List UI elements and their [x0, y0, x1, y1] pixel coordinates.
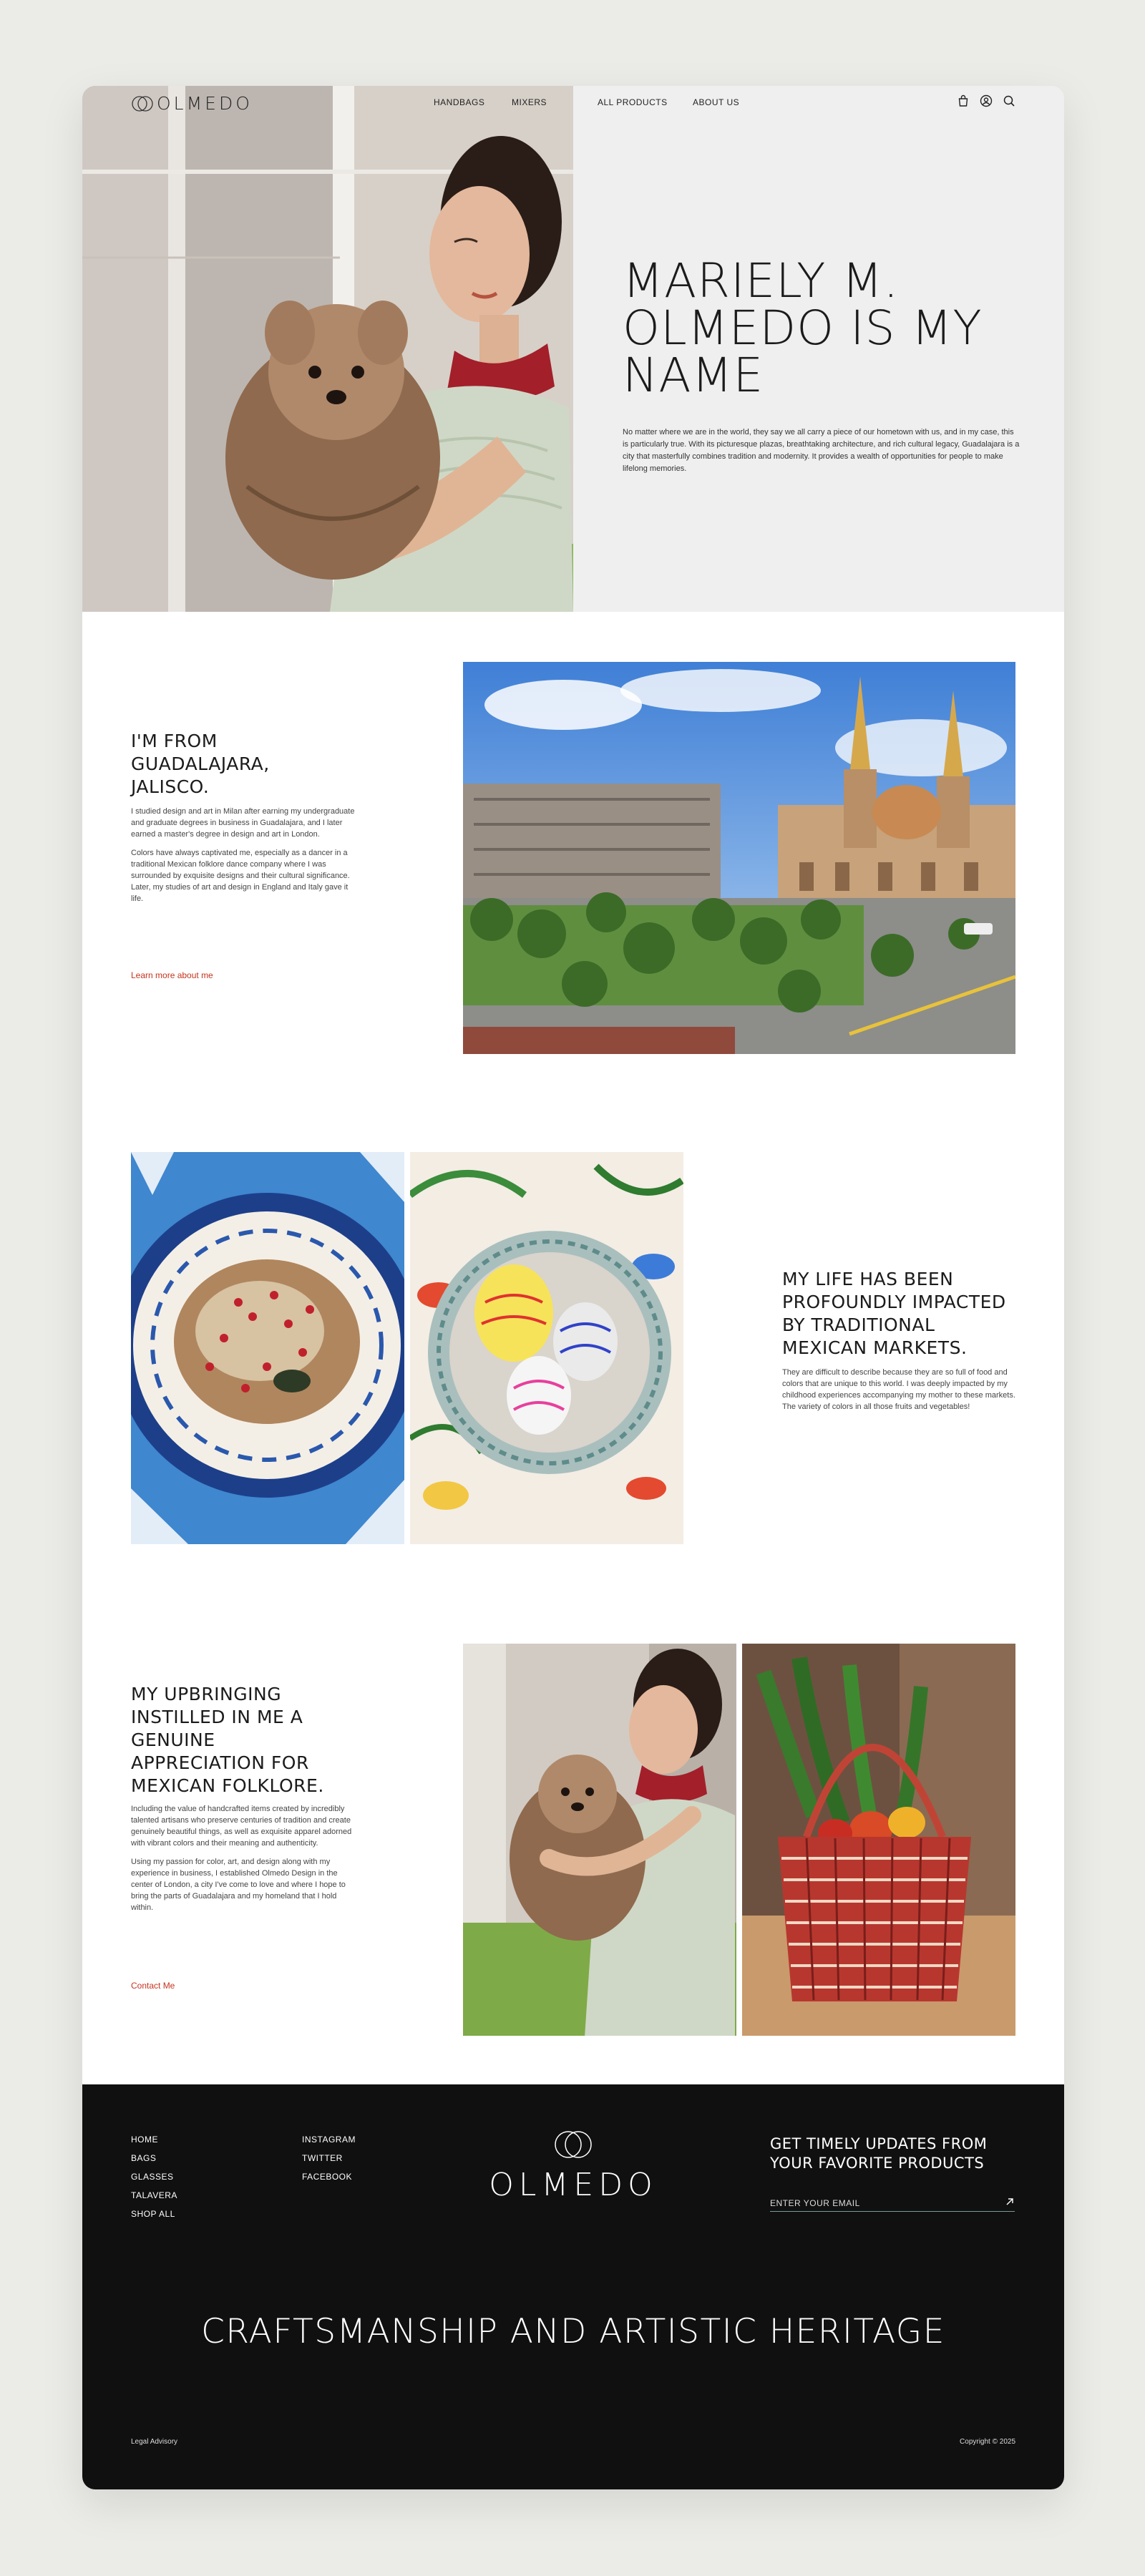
- section-title-folklore: MY UPBRINGING INSTILLED IN ME A GENUINE APPRECIATION FOR MEXICAN FOLKLORE.: [131, 1684, 324, 1796]
- footer-shop-links: [131, 2135, 177, 2219]
- section-text-markets: [782, 1367, 1018, 1413]
- copyright-text: Copyright © 2025: [960, 2438, 1015, 2446]
- footer-link-glasses[interactable]: GLASSES: [131, 2172, 174, 2182]
- section-title-guadalajara: I'M FROM GUADALAJARA, JALISCO.: [131, 731, 270, 797]
- contact-me-link[interactable]: Contact Me: [131, 1981, 175, 1991]
- search-icon[interactable]: [1003, 94, 1015, 107]
- hero-photo-woman-with-dog: [82, 86, 573, 612]
- footer-link-instagram[interactable]: INSTAGRAM: [302, 2135, 356, 2145]
- nav-icon-group: [957, 94, 1015, 107]
- footer-logo[interactable]: [473, 2129, 673, 2203]
- section-text-guadalajara: [131, 806, 360, 904]
- section-text-folklore: [131, 1803, 360, 1913]
- newsletter-email-input[interactable]: [770, 2195, 1015, 2212]
- photo-woman-with-dog-garden: [463, 1644, 736, 2036]
- user-icon[interactable]: [980, 94, 993, 107]
- footer-link-bags[interactable]: BAGS: [131, 2153, 157, 2163]
- photo-woven-market-bag: [742, 1644, 1015, 2036]
- section-title-markets: MY LIFE HAS BEEN PROFOUNDLY IMPACTED BY TRADITIONAL MEXICAN MARKETS.: [782, 1269, 1006, 1358]
- bag-icon[interactable]: [957, 94, 970, 107]
- footer-link-facebook[interactable]: FACEBOOK: [302, 2172, 353, 2182]
- arrow-up-right-icon[interactable]: [1004, 2196, 1015, 2207]
- newsletter-title: GET TIMELY UPDATES FROM YOUR FAVORITE PRODUCTS: [770, 2135, 988, 2172]
- section-paragraph: Using my passion for color, art, and design along with my experience in business, I established Olmedo Design in the center of London, a city I've come to love and where I hope to bring the parts of Guadalajara and my homeland that I hold within.: [131, 1858, 346, 1912]
- photo-decorated-eggs: [410, 1152, 683, 1544]
- nav-link-mixers[interactable]: MIXERS: [512, 97, 547, 107]
- section-paragraph: Colors have always captivated me, especially as a dancer in a traditional Mexican folklore dance company where I was surrounded by exquisite designs and their cultural significance. Later, my studies of art and design in England and Italy gave it life.: [131, 849, 350, 903]
- nav-link-handbags[interactable]: HANDBAGS: [434, 97, 485, 107]
- footer-logo-rings-icon: [552, 2129, 595, 2160]
- footer-link-shop-all[interactable]: SHOP ALL: [131, 2209, 175, 2219]
- section-paragraph: I studied design and art in Milan after earning my undergraduate and graduate degrees in business in Guadalajara, and I later earned a master's degree in design and art in London.: [131, 807, 355, 839]
- nav-link-all-products[interactable]: ALL PRODUCTS: [598, 97, 668, 107]
- section-paragraph: They are difficult to describe because they are so full of food and colors that are unique to this world. I was deeply impacted by my childhood experiences accompanying my mother to these markets. The variety of colors in all those fruits and vegetables!: [782, 1368, 1015, 1411]
- page-frame: [82, 86, 1064, 2489]
- nav-link-about-us[interactable]: ABOUT US: [693, 97, 740, 107]
- top-navigation: [82, 86, 1064, 119]
- section-paragraph: Including the value of handcrafted items created by incredibly talented artisans who preserve centuries of tradition and create genuinely beautiful things, as well as exquisite apparel adorned with vibrant colors and their meaning and authenticity.: [131, 1805, 352, 1848]
- footer-link-home[interactable]: HOME: [131, 2135, 158, 2145]
- legal-advisory-link[interactable]: Legal Advisory: [131, 2438, 178, 2446]
- photo-guadalajara-cathedral: [463, 662, 1015, 1054]
- site-footer: [82, 2084, 1064, 2489]
- footer-link-twitter[interactable]: TWITTER: [302, 2153, 343, 2163]
- brand-logo[interactable]: [131, 93, 253, 114]
- hero-section: [82, 86, 1064, 612]
- hero-title: MARIELY M. OLMEDO IS MY NAME: [623, 253, 983, 403]
- photo-dish-pomegranate: [131, 1152, 404, 1544]
- footer-link-talavera[interactable]: TALAVERA: [131, 2190, 177, 2200]
- footer-logo-text: OLMEDO: [489, 2167, 658, 2203]
- hero-description: No matter where we are in the world, they say we all carry a piece of our hometown with us, and in my case, this is particularly true. With its picturesque plazas, breathtaking architecture, and rich cultural legacy, Guadalajara is a city that masterfully combines tradition and modernity. It provides a wealth of opportunities for people to make lifelong memories.: [623, 428, 1020, 473]
- footer-tagline: CRAFTSMANSHIP AND ARTISTIC HERITAGE: [201, 2312, 945, 2351]
- brand-logo-text: OLMEDO: [157, 93, 253, 114]
- footer-social-links: [302, 2135, 356, 2182]
- logo-rings-icon: [131, 94, 154, 113]
- learn-more-link[interactable]: Learn more about me: [131, 970, 213, 980]
